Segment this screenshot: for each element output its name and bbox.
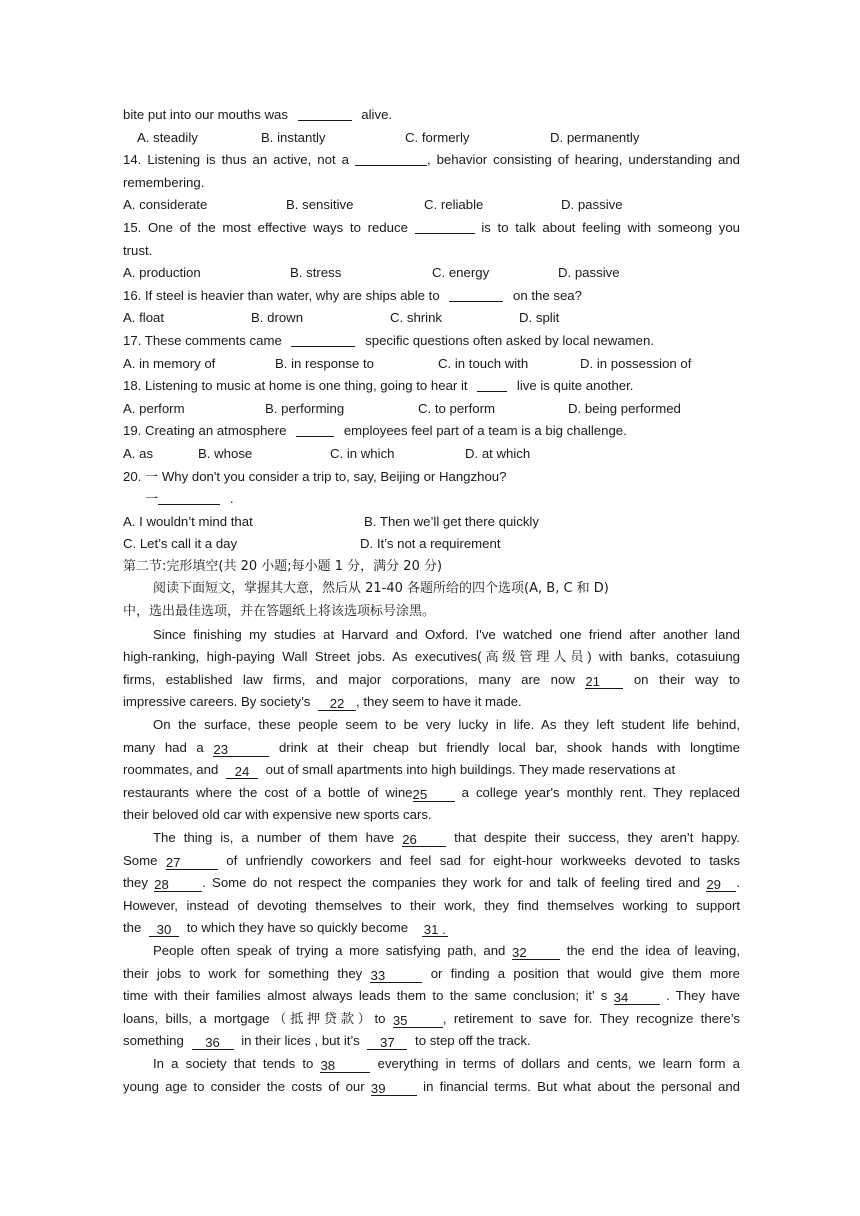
question-text: specific questions often asked by local newamen. xyxy=(365,332,654,348)
question-text: on the sea? xyxy=(513,287,582,303)
passage-text: impressive careers. By society’s xyxy=(123,694,311,710)
passage-text: roommates, and xyxy=(123,762,219,778)
passage-text: drink at their cheap but friendly local bar, shook hands with longtime xyxy=(278,739,740,755)
passage-text: 抵押贷款 xyxy=(290,1011,358,1027)
cloze-blank-23: 23 xyxy=(213,742,269,757)
cloze-blank-39: 39 xyxy=(371,1081,417,1096)
question-text: 18. Listening to music at home is one thing, going to hear it xyxy=(123,378,468,394)
question-13-stem-tail xyxy=(123,104,740,127)
passage-text: or finding a position that would give them more xyxy=(430,965,740,981)
option-c: C. to perform xyxy=(418,400,495,416)
question-text: 17. These comments came xyxy=(123,332,282,348)
cloze-blank-36: 36 xyxy=(192,1035,234,1050)
option-d: D. passive xyxy=(561,197,623,213)
answer-blank xyxy=(355,151,427,166)
cloze-blank-25: 25 xyxy=(413,787,455,802)
question-text: 16. If steel is heavier than water, why are ships able to xyxy=(123,287,440,303)
passage-text: in their lices , but it’s xyxy=(241,1033,360,1049)
passage-line xyxy=(123,646,740,669)
cloze-blank-35: 35 xyxy=(393,1013,443,1028)
passage-line xyxy=(123,963,740,986)
option-d: D. split xyxy=(519,310,560,326)
passage-text: of unfriendly coworkers and feel sad for eight-hour workweeks devoted to tasks xyxy=(226,852,740,868)
option-a: A. perform xyxy=(123,400,185,416)
period-mark: . xyxy=(229,491,234,507)
question-20-response xyxy=(123,488,740,511)
option-c: C. Let’s call it a day xyxy=(123,536,238,552)
question-text: 15. One of the most effective ways to reduce xyxy=(123,219,408,235)
option-a: A. production xyxy=(123,265,201,281)
option-d: D. It’s not a requirement xyxy=(360,536,501,552)
question-16-stem xyxy=(123,285,740,308)
passage-text: 高级管理人员 xyxy=(481,650,588,666)
question-17-options xyxy=(123,353,740,376)
option-d: D. permanently xyxy=(550,129,640,145)
cloze-blank-38: 38 xyxy=(320,1058,370,1073)
question-18-options xyxy=(123,398,740,421)
cloze-blank-28: 28 xyxy=(154,877,202,892)
passage-text: high-ranking, high-paying Wall Street jobs. As executives( xyxy=(123,649,482,665)
question-14-options xyxy=(123,194,740,217)
section-instructions: 阅读下面短文，掌握其大意，然后从 21-40 各题所给的四个选项(A, B, C 和 D) xyxy=(153,581,609,597)
cloze-blank-29: 29 xyxy=(706,877,736,892)
question-13-options xyxy=(123,127,740,150)
question-text: bite put into our mouths was xyxy=(123,107,288,122)
question-19-options xyxy=(123,443,740,466)
passage-line xyxy=(123,759,740,782)
passage-line xyxy=(123,691,740,714)
cloze-blank-37: 37 xyxy=(367,1035,407,1050)
passage-text: a college year's monthly rent. They replaced xyxy=(461,784,740,800)
answer-blank xyxy=(449,287,503,302)
question-text: alive. xyxy=(361,107,393,122)
question-15-options xyxy=(123,262,740,285)
passage-text: out of small apartments into high buildings. They made reservations at xyxy=(265,762,676,778)
question-16-options xyxy=(123,307,740,330)
answer-blank xyxy=(158,490,220,505)
option-c: C. energy xyxy=(432,265,490,281)
passage-text: something xyxy=(123,1033,184,1049)
cloze-blank-27: 27 xyxy=(166,855,218,870)
option-a: A. float xyxy=(123,310,165,326)
answer-blank xyxy=(291,332,355,347)
passage-line xyxy=(123,827,740,850)
passage-text: their jobs to work for something they xyxy=(123,965,363,981)
passage-text: they xyxy=(123,875,148,891)
question-text: employees feel part of a team is a big challenge. xyxy=(343,423,627,439)
option-b: B. Then we’ll get there quickly xyxy=(364,513,539,529)
option-b: B. sensitive xyxy=(286,197,354,213)
passage-text: in financial terms. But what about the personal and xyxy=(423,1078,740,1094)
option-b: B. stress xyxy=(290,265,342,281)
passage-line: their beloved old car with expensive new sports cars. xyxy=(123,807,432,823)
passage-text: ) with banks, cotasuiung xyxy=(587,649,740,665)
passage-text: In a society that tends to xyxy=(153,1055,314,1071)
question-text: is to talk about feeling with someong you xyxy=(481,219,740,235)
option-d: D. at which xyxy=(465,445,531,461)
question-14-stem-cont: remembering. xyxy=(123,174,205,190)
option-a: A. in memory of xyxy=(123,355,216,371)
passage-text: . xyxy=(736,875,740,891)
option-d: D. passive xyxy=(558,265,620,281)
option-a: A. considerate xyxy=(123,197,208,213)
option-c: C. in which xyxy=(330,445,395,461)
passage-line xyxy=(123,737,740,760)
cloze-blank-26: 26 xyxy=(402,832,446,847)
passage-line xyxy=(123,985,740,1008)
option-c: C. shrink xyxy=(390,310,443,326)
passage-line xyxy=(123,1053,740,1076)
question-14-stem xyxy=(123,149,740,172)
passage-line xyxy=(123,850,740,873)
passage-line: On the surface, these people seem to be very lucky in life. As they left student life behind, xyxy=(153,717,740,733)
cloze-blank-33: 33 xyxy=(370,968,422,983)
question-19-stem xyxy=(123,420,740,443)
passage-text: to which they have so quickly become xyxy=(186,920,409,936)
passage-text: the end the idea of leaving, xyxy=(566,942,740,958)
passage-text: young age to consider the costs of our xyxy=(123,1078,365,1094)
answer-blank xyxy=(415,219,475,234)
question-15-stem-cont: trust. xyxy=(123,242,153,258)
passage-line xyxy=(123,1076,740,1099)
option-c: C. reliable xyxy=(424,197,484,213)
passage-text: everything in terms of dollars and cents, we learn form a xyxy=(377,1055,740,1071)
question-17-stem xyxy=(123,330,740,353)
option-b: B. whose xyxy=(198,445,253,461)
answer-blank xyxy=(477,377,507,392)
option-a: A. as xyxy=(123,445,154,461)
option-b: B. in response to xyxy=(275,355,374,371)
option-b: B. instantly xyxy=(261,129,326,145)
question-18-stem xyxy=(123,375,740,398)
option-a: A. steadily xyxy=(137,129,198,145)
passage-text: that despite their success, they aren’t happy. xyxy=(454,830,740,845)
passage-text: to step off the track. xyxy=(415,1033,531,1049)
passage-text: , retirement to save for. They recognize there’s xyxy=(442,1010,740,1026)
cloze-blank-32: 32 xyxy=(512,945,560,960)
question-20-options-row-2 xyxy=(123,533,740,556)
passage-text: Some xyxy=(123,852,158,868)
passage-line xyxy=(123,917,740,940)
passage-text: The thing is, a number of them have xyxy=(153,830,395,845)
question-text: live is quite another. xyxy=(516,378,634,394)
cloze-blank-24: 24 xyxy=(226,764,258,779)
question-text: 19. Creating an atmosphere xyxy=(123,423,287,439)
passage-line xyxy=(123,669,740,692)
option-d: D. being performed xyxy=(568,400,681,416)
passage-line xyxy=(123,782,740,805)
section-heading: 第二节:完形填空(共 20 小题;每小题 1 分，满分 20 分) xyxy=(123,558,443,574)
passage-text: loans, bills, a mortgage（ xyxy=(123,1010,291,1026)
passage-text: on their way to xyxy=(633,671,740,687)
question-text: , behavior consisting of hearing, understanding and xyxy=(426,152,740,168)
answer-blank xyxy=(296,422,334,437)
passage-text: many had a xyxy=(123,739,204,755)
passage-text: . They have xyxy=(665,988,740,1004)
passage-text: firms, established law firms, and major corporations, many are now xyxy=(123,671,575,687)
cloze-blank-22: 22 xyxy=(318,696,356,711)
cloze-blank-31: 31 . xyxy=(423,922,446,938)
question-15-stem xyxy=(123,217,740,240)
option-d: D. in possession of xyxy=(580,355,692,371)
passage-text: , they seem to have it made. xyxy=(356,694,522,710)
passage-line xyxy=(123,1030,740,1053)
option-c: C. in touch with xyxy=(438,355,529,371)
passage-line: However, instead of devoting themselves to their work, they find themselves working to support xyxy=(123,897,740,913)
dash-mark: 一 xyxy=(145,492,159,508)
passage-text: . Some do not respect the companies they work for and talk of feeling tired and xyxy=(202,875,701,891)
question-text: 14. Listening is thus an active, not a xyxy=(123,152,349,168)
passage-line xyxy=(123,1008,740,1031)
passage-text: the xyxy=(123,920,142,936)
passage-text: restaurants where the cost of a bottle of wine xyxy=(123,784,413,800)
passage-text: time with their families almost always leads them to the same conclusion; it’ s xyxy=(123,988,608,1004)
passage-line: Since finishing my studies at Harvard and Oxford. I've watched one friend after another land xyxy=(153,626,740,642)
cloze-blank-34: 34 xyxy=(614,990,660,1005)
passage-line xyxy=(123,872,740,895)
cloze-blank-30: 30 xyxy=(149,922,179,937)
cloze-blank-21: 21 xyxy=(585,674,623,689)
option-b: B. drown xyxy=(251,310,304,326)
exam-page xyxy=(123,104,740,1098)
question-20-stem: 20. 一 Why don't you consider a trip to, say, Beijing or Hangzhou? xyxy=(123,468,507,484)
option-c: C. formerly xyxy=(405,129,470,145)
answer-blank xyxy=(298,106,352,121)
option-a: A. I wouldn’t mind that xyxy=(123,513,253,529)
passage-line xyxy=(123,940,740,963)
question-20-options-row-1 xyxy=(123,511,740,534)
option-b: B. performing xyxy=(265,400,345,416)
section-instructions-cont: 中，选出最佳选项，并在答题纸上将该选项标号涂黑。 xyxy=(123,604,436,620)
passage-text: ）to xyxy=(357,1010,386,1026)
passage-text: People often speak of trying a more satisfying path, and xyxy=(153,942,506,958)
